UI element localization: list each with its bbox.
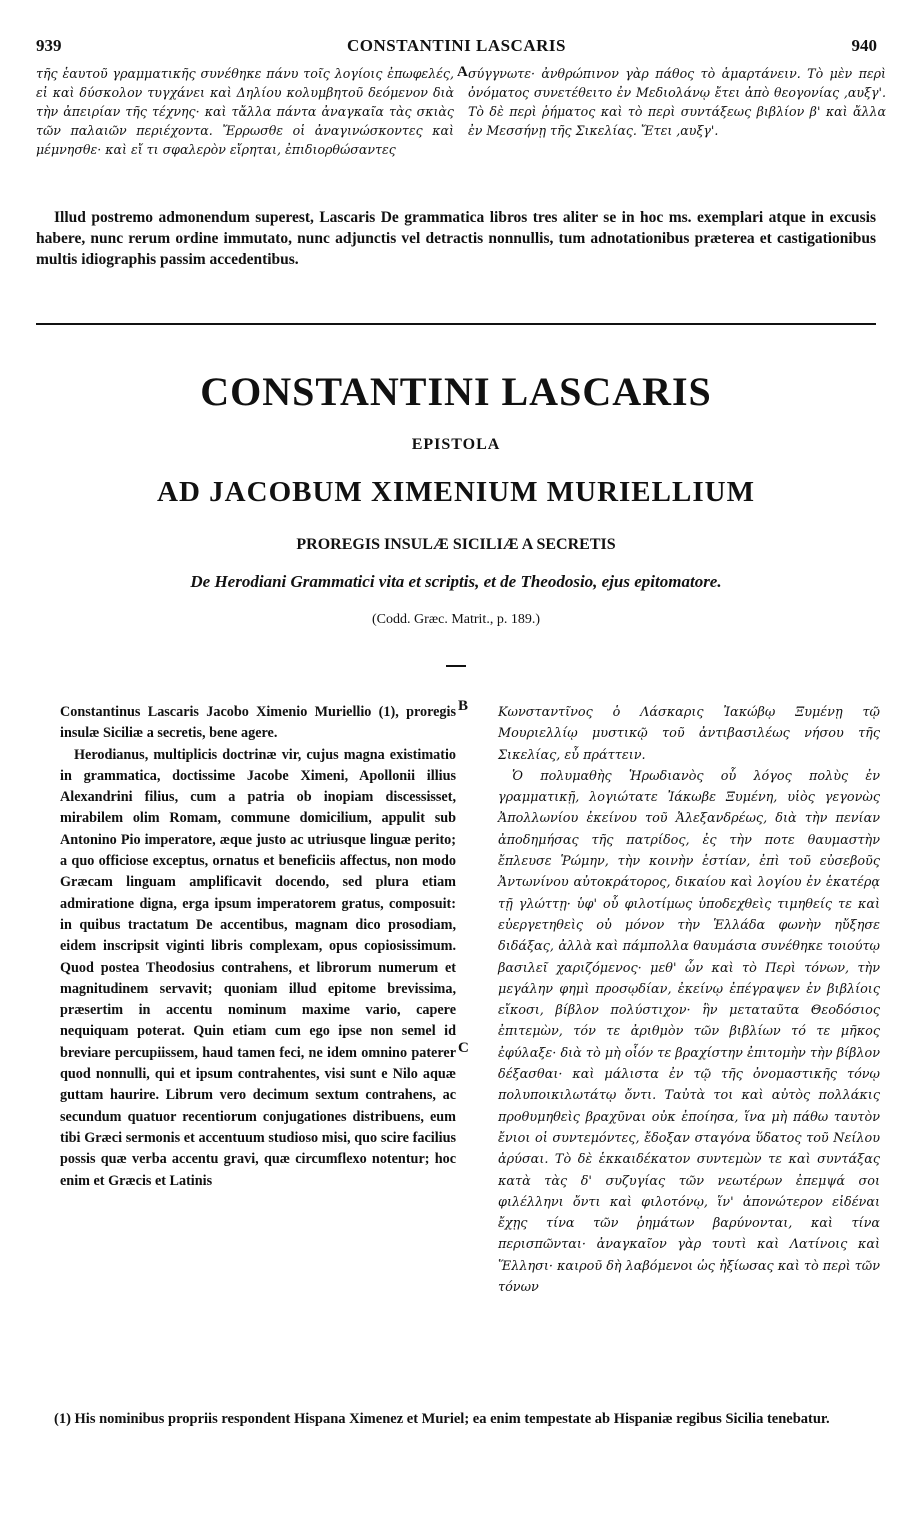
title-dash <box>446 665 466 667</box>
greek-salutation: Κωνσταντῖνος ὁ Λάσκαρις Ἰακώβῳ Ξυμένῃ τῷ Μουριελλίῳ μυστικῷ τοῦ ἀντιβασιλέως νήσου τῆς Σικελίας, εὖ πράττειν. <box>498 705 880 763</box>
running-header <box>36 36 877 58</box>
top-left-greek-text: τῆς ἑαυτοῦ γραμματικῆς συνέθηκε πάνυ τοῖς λογίοις ἐπωφελές, εἰ καὶ δύσκολον τυγχάνει καὶ Δηλίου κολυμβητοῦ δεόμενον διὰ τὴν ἀπειρίαν τῆς τέχνης· καὶ τἄλλα πάντα ἀναγκαῖα τὰς σκιὰς τῶν παλαιῶν περιέχοντα. Ἔρρωσθε οἱ ἀναγινώσκοντες καὶ μέμνησθε· καὶ εἴ τι σφαλερὸν εἴρηται, ἐπιδιορθώσαντες <box>36 66 454 157</box>
latin-editorial-note: Illud postremo admonendum superest, Lascaris De grammatica libros tres aliter se in hoc ms. exemplari atque in excusis habere, nunc rerum ordine immutato, nunc adjunctis vel detractis nonnullis, tum adnotationibus præterea et castigationibus multis idiographis passim accedentibus. <box>36 209 876 268</box>
running-title: CONSTANTINI LASCARIS <box>347 36 566 55</box>
page-number-left: 939 <box>36 36 62 55</box>
latin-body-column <box>60 702 456 1192</box>
column-marker-c: C <box>458 1040 469 1056</box>
column-marker-a: A <box>457 64 468 80</box>
source-citation: (Codd. Græc. Matrit., p. 189.) <box>372 612 540 627</box>
letter-title: CONSTANTINI LASCARIS <box>200 369 712 414</box>
top-greek-columns <box>36 64 886 204</box>
greek-paragraph: Ὁ πολυμαθὴς Ἡρωδιανὸς οὗ λόγος πολὺς ἐν γραμματικῇ, λογιώτατε Ἰάκωβε Ξυμένη, υἱὸς γεγονὼς Ἀπολλωνίου ἐκείνου τοῦ Ἀλεξανδρέως, διὰ τὴν πενίαν ἀποδημήσας τῆς πατρίδος, ἐς τὴν ποτε θαυμαστὴν ἔπλευσε Ῥώμην, τὴν κοινὴν ἑστίαν, ἐπὶ τοῦ εὐσεβοῦς Ἀντωνίνου αὐτοκράτορος, δικαίου καὶ λογίου ἐν ἑκατέρᾳ τῇ γλώττῃ· ὑφ' οὗ φιλοτίμως ὑποδεχθεὶς τιμηθείς τε καὶ εὐεργετηθεὶς οὐ μόνον τὴν Ἑλλάδα φωνὴν ηὔξησε διδάξας, ἀλλὰ καὶ πάμπολλα θαυμάσια συνέθηκε τοιούτῳ βασιλεῖ χαριζόμενος· μεθ' ὧν καὶ τὸ Περὶ τόνων, τὴν μεγάλην φημὶ προσῳδίαν, ἐκείνῳ ἐπέγραψεν ἐν βιβλίοις εἴκοσι, βίβλον πολύστιχον· ἣν μεταταῦτα Θεοδόσιος ἐπιτεμὼν, τόν τε ἀριθμὸν τῶν βιβλίων τό τε μῆκος ἐφύλαξε· διὰ τὸ μὴ οἷόν τε βραχίστην ἐπιτομὴν τὴν βίβλον δέξασθαι· καὶ μάλιστα ἐν τῷ τῆς ὀνομαστικῆς τόνῳ πολυποικιλωτάτῳ ὄντι. Ταὐτὰ τοι καὶ αὐτὸς πολλάκις προθυμηθεὶς βραχῦναι οὐκ ἐποίησα, ἵνα μὴ πάθω ταυτὸν ἔνιοι οἱ συντεμόντες, ἔδοξαν σταγόνα ὕδατος τοῦ Νείλου ἀρύσαι. Τὸ δὲ ἑκκαιδέκατον συντεμὼν τε καὶ συντάξας κατὰ τὰς δ' συζυγίας τῶν νεωτέρων ἐπεμψά σοι φιλέλληνι ὄντι καὶ φιλοτόνῳ, ἵν' ἀπονώτερον εἰδέναι ἔχῃς τίνα τῶν ῥημάτων βαρύνονται, καὶ τίνα περισπῶνται· ἀναγκαῖον γὰρ τουτὶ καὶ Λατίνοις καὶ Ἕλλησι· καιροῦ δὴ λαβόμενοι ὡς ἠξίωσας καὶ τὸ περὶ τῶν τόνων <box>498 768 880 1296</box>
page-number-right: 940 <box>851 36 877 55</box>
subtitle-office: PROREGIS INSULÆ SICILIÆ A SECRETIS <box>296 536 616 553</box>
subtitle-epistola: EPISTOLA <box>411 436 501 453</box>
subtitle-recipient: AD JACOBUM XIMENIUM MURIELLIUM <box>157 476 755 508</box>
latin-salutation: Constantinus Lascaris Jacobo Ximenio Muriellio (1), proregis insulæ Siciliæ a secretis, bene agere. <box>60 704 456 742</box>
section-divider <box>36 323 876 325</box>
top-right-greek-text: σύγγνωτε· ἀνθρώπινον γὰρ πάθος τὸ ἁμαρτάνειν. Τὸ μὲν περὶ ὀνόματος συνετέθειτο ἐν Μεδιολάνῳ ἔτει ἀπὸ θεογονίας ,αυξγ'. Τὸ δὲ περὶ ῥήματος καὶ τὸ περὶ συντάξεως βιβλίον β' καὶ ἄλλα ἐν Μεσσήνῃ τῆς Σικελίας. Ἔτει ,αυξγ'. <box>468 66 886 138</box>
column-marker-b: B <box>458 698 469 714</box>
latin-paragraph: Herodianus, multiplicis doctrinæ vir, cujus magna existimatio in grammatica, doctissime Jacobe Ximeni, Apollonii illius Alexandrini filius, cum a patria ob inopiam discessisset, mirabilem olim Romam, commune domicilium, appulit sub Antonino Pio imperatore, æque justo ac utriusque linguæ perito; a quo officiose exceptus, ornatus et beneficiis affectus, non modo Græcam linguam amplificavit docendo, sed plura etiam admiratione digna, erga ipsum imperatorem gratus, composuit: in quibus tractatum De accentibus, magnam dico prosodiam, eidem inscripsit viginti libris complexam, opus copiosissimum. Quod postea Theodosius contrahens, et librorum numerum et magnitudinem servavit; quoniam illud epitome brevissima, præsertim in accentu nominum maxime vario, capere nequiquam poterat. Quin etiam cum ego ipse non semel id breviare percupiissem, haud tamen feci, ne idem omnino paterer quod nonnulli, qui et ipsum contrahentes, visi sunt e Nilo aquæ guttam haurire. Librum vero decimum sextum contrahens, ac secundum quatuor recentiorum conjugationes distribuens, eum tibi Græci sermonis et accentuum studioso misi, quo scire facilius possis quæ verba accentu gravi, quæ circumflexo notentur; hoc enim et Græcis et Latinis <box>60 746 456 1189</box>
footnote: (1) His nominibus propriis respondent Hispana Ximenez et Muriel; ea enim tempestate ab Hispaniæ regibus Sicilia tenebatur. <box>54 1411 830 1427</box>
subtitle-topic: De Herodiani Grammatici vita et scriptis, et de Theodosio, ejus epitomatore. <box>190 572 722 591</box>
greek-body-column <box>498 702 880 1298</box>
